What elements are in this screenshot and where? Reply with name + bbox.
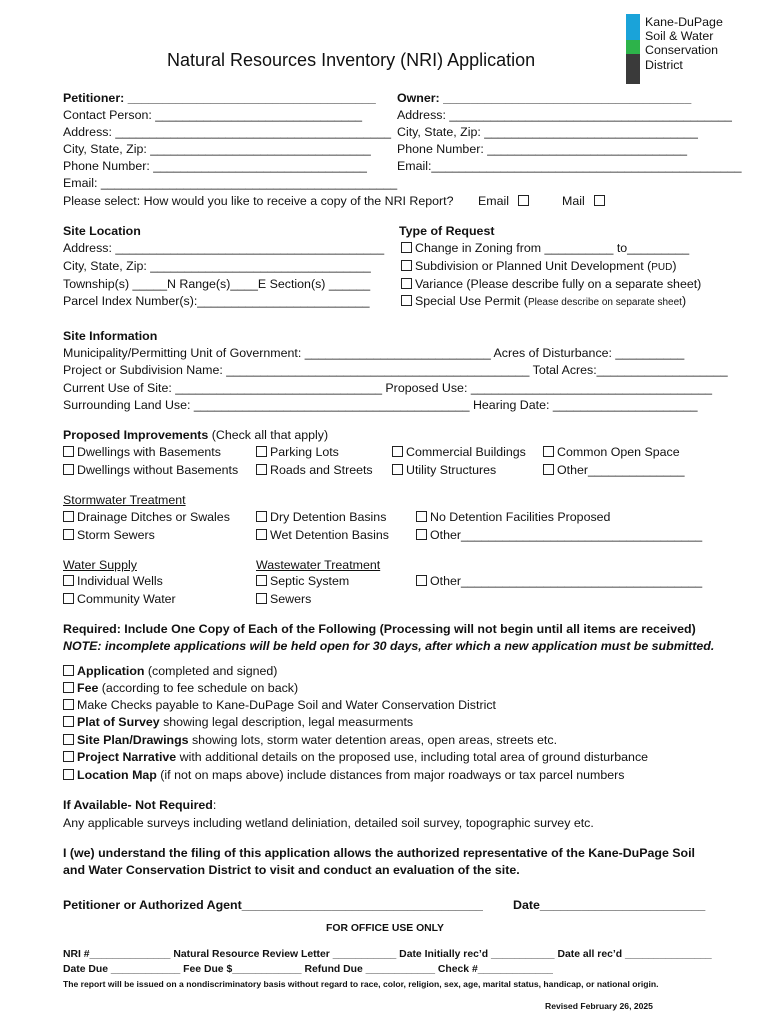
required-item[interactable] [63,732,557,748]
special-use-end: ) [681,294,687,308]
office-use-heading: FOR OFFICE USE ONLY [326,923,444,934]
stormwater-option[interactable] [256,509,386,525]
water-supply-option[interactable] [63,573,163,589]
optional-heading-text: If Available- Not Required [63,798,213,812]
option-label: No Detention Facilities Proposed [430,510,611,524]
phone-field[interactable]: Phone Number: _______________________________ [63,159,367,173]
pud-end: ) [672,259,677,273]
improvement-option[interactable] [392,444,526,460]
checkbox[interactable] [63,699,74,710]
optional-heading [63,797,216,813]
owner-email-field[interactable]: Email:_____________________________________________ [397,159,742,173]
checkbox[interactable] [63,734,74,745]
required-item[interactable] [63,697,496,713]
request-variance[interactable] [401,276,701,292]
option-label: Common Open Space [557,445,680,459]
stormwater-option[interactable] [63,509,230,525]
item-bold: Plat of Survey [77,715,160,729]
optional-text: Any applicable surveys including wetland deliniation, detailed soil survey, topographic survey etc. [63,816,594,830]
checkbox[interactable] [256,446,267,457]
improvement-option[interactable] [63,444,221,460]
checkbox[interactable] [543,464,554,475]
option-label: Individual Wells [77,574,163,588]
checkbox[interactable] [63,446,74,457]
request-type-heading: Type of Request [399,224,495,238]
agent-signature-field[interactable]: Petitioner or Authorized Agent___________________________________ [63,898,483,912]
variance-label: Variance (Please describe fully on a separate sheet) [415,277,702,291]
email-checkbox[interactable] [518,195,529,206]
required-note: NOTE: incomplete applications will be held open for 30 days, after which a new application must be submitted. [63,639,715,653]
item-bold: Location Map [77,768,157,782]
logo-text [645,15,723,72]
stormwater-option[interactable] [256,527,389,543]
option-label: Other___________________________________ [430,528,703,542]
option-label: Dry Detention Basins [270,510,387,524]
petitioner-field[interactable]: Petitioner: ____________________________________ [63,91,376,105]
site-location-heading: Site Location [63,224,141,238]
stormwater-option[interactable] [63,527,155,543]
pud-checkbox[interactable] [401,260,412,271]
request-special-use[interactable] [401,293,686,311]
water-supply-heading: Water Supply [63,558,137,572]
special-use-label: Special Use Permit ( [415,294,528,308]
checkbox[interactable] [63,529,74,540]
zoning-checkbox[interactable] [401,242,412,253]
email-option[interactable] [478,193,532,209]
checkbox[interactable] [416,575,427,586]
checkbox[interactable] [63,511,74,522]
improvement-option[interactable] [392,462,496,478]
wastewater-option[interactable] [256,573,349,589]
option-label: Wet Detention Basins [270,528,389,542]
stormwater-heading: Stormwater Treatment [63,493,186,507]
option-label: Dwellings without Basements [77,463,239,477]
option-label: Commercial Buildings [406,445,526,459]
required-item[interactable] [63,749,648,765]
signature-date-field[interactable]: Date________________________ [513,898,706,912]
checkbox[interactable] [63,665,74,676]
checkbox[interactable] [392,464,403,475]
item-bold: Application [77,664,145,678]
logo-bar-blue [626,14,640,40]
revised-date: Revised February 26, 2025 [545,1001,653,1011]
page-title: Natural Resources Inventory (NRI) Application [167,50,536,70]
stormwater-option[interactable] [416,527,702,543]
logo-line: Conservation [645,43,719,58]
special-use-checkbox[interactable] [401,295,412,306]
pud-label: Subdivision or Planned Unit Development ( [415,259,652,273]
required-item[interactable] [63,663,277,679]
request-pud[interactable] [401,258,677,276]
option-label: Community Water [77,592,176,606]
logo-line: Soil & Water [645,29,714,44]
improvement-option[interactable] [543,444,680,460]
address-field[interactable]: Address: ________________________________________ [63,125,391,139]
improvement-option[interactable] [63,462,238,478]
current-use-field[interactable]: Current Use of Site: ______________________________ Proposed Use: ___________________________________ [63,381,713,395]
wastewater-other-option[interactable] [416,573,702,589]
checkbox[interactable] [256,511,267,522]
option-label: Drainage Ditches or Swales [77,510,230,524]
mail-option-label: Mail [562,194,585,208]
option-label: Dwellings with Basements [77,445,221,459]
checkbox[interactable] [63,575,74,586]
site-info-heading: Site Information [63,329,158,343]
office-row[interactable]: Date Due ____________ Fee Due $____________ Refund Due ____________ Check #_____________ [63,964,553,975]
required-item[interactable] [63,714,413,730]
option-label: Other___________________________________ [430,574,703,588]
checkbox[interactable] [256,593,267,604]
option-label: Other______________ [557,463,685,477]
checkbox[interactable] [256,575,267,586]
item-text: showing lots, storm water detention areas, open areas, streets etc. [188,733,558,747]
township-field[interactable]: Township(s) _____N Range(s)____E Section(s) ______ [63,277,371,291]
email-field[interactable]: Email: ___________________________________________ [63,176,398,190]
owner-city-field[interactable]: City, State, Zip: _______________________________ [397,125,698,139]
required-item[interactable] [63,767,624,783]
variance-checkbox[interactable] [401,278,412,289]
request-zoning[interactable] [401,240,689,256]
checkbox[interactable] [63,464,74,475]
checkbox[interactable] [256,529,267,540]
improvements-heading [63,427,328,443]
checkbox[interactable] [416,529,427,540]
contact-person-field[interactable]: Contact Person: ______________________________ [63,108,363,122]
checkbox[interactable] [63,769,74,780]
checkbox[interactable] [63,682,74,693]
municipality-field[interactable]: Municipality/Permitting Unit of Government: ___________________________ Acres of Disturbance: __________ [63,346,685,360]
improvements-heading-text: Proposed Improvements [63,428,209,442]
logo-line: District [645,57,683,72]
option-label: Parking Lots [270,445,339,459]
owner-field[interactable]: Owner: ____________________________________ [397,91,692,105]
checkbox[interactable] [256,464,267,475]
item-bold: Site Plan/Drawings [77,733,189,747]
item-text: with additional details on the proposed use, including total area of ground disturbance [176,750,649,764]
required-item[interactable] [63,680,298,696]
project-name-field[interactable]: Project or Subdivision Name: ____________________________________________ Total Acres:___________________ [63,363,728,377]
item-text: Make Checks payable to Kane-DuPage Soil and Water Conservation District [77,698,496,712]
site-address-field[interactable]: Address: _______________________________________ [63,241,385,255]
item-text: (if not on maps above) include distances from major roadways or tax parcel numbers [156,768,625,782]
checkbox[interactable] [392,446,403,457]
checkbox[interactable] [416,511,427,522]
consent-line: I (we) understand the filing of this application allows the authorized representative of the Kane-DuPage Soil [63,846,696,860]
logo-bar-green [626,40,640,54]
owner-address-field[interactable]: Address: _________________________________________ [397,108,732,122]
special-use-note: Please describe on separate sheet [527,297,682,308]
stormwater-option[interactable] [416,509,610,525]
surrounding-use-field[interactable]: Surrounding Land Use: ________________________________________ Hearing Date: _____________________ [63,398,698,412]
checkbox[interactable] [63,751,74,762]
item-text: (completed and signed) [144,664,278,678]
office-row[interactable]: NRI #______________ Natural Resource Review Letter ___________ Date Initially rec’d ___________ Date all rec’d _______________ [63,949,712,960]
checkbox[interactable] [63,716,74,727]
wastewater-option[interactable] [256,591,311,607]
item-bold: Project Narrative [77,750,177,764]
email-option-label: Email [478,194,509,208]
city-state-zip-field[interactable]: City, State, Zip: ________________________________ [63,142,371,156]
logo-bar-gray [626,54,640,84]
pud-abbr: PUD [651,262,673,273]
item-text: showing legal description, legal measurments [159,715,414,729]
checkbox[interactable] [543,446,554,457]
copy-prompt: Please select: How would you like to receive a copy of the NRI Report? [63,194,454,208]
improvement-option[interactable] [256,462,373,478]
option-label: Roads and Streets [270,463,373,477]
checkbox[interactable] [63,593,74,604]
item-text: (according to fee schedule on back) [98,681,299,695]
option-label: Utility Structures [406,463,497,477]
required-heading: Required: Include One Copy of Each of the Following (Processing will not begin until all items are received) [63,622,696,636]
site-city-field[interactable]: City, State, Zip: ________________________________ [63,259,371,273]
option-label: Septic System [270,574,350,588]
improvement-option[interactable] [543,462,684,478]
improvements-note: (Check all that apply) [208,428,329,442]
logo-line: Kane-DuPage [645,15,723,29]
item-bold: Fee [77,681,99,695]
wastewater-heading: Wastewater Treatment [256,558,381,572]
parcel-field[interactable]: Parcel Index Number(s):_________________________ [63,294,370,308]
consent-line: and Water Conservation District to visit and conduct an evaluation of the site. [63,863,520,877]
mail-checkbox[interactable] [594,195,605,206]
improvement-option[interactable] [256,444,339,460]
water-supply-option[interactable] [63,591,176,607]
option-label: Sewers [270,592,312,606]
zoning-label: Change in Zoning from __________ to_________ [415,241,690,255]
optional-colon: : [212,798,217,812]
option-label: Storm Sewers [77,528,155,542]
mail-option[interactable] [562,193,608,209]
disclaimer: The report will be issued on a nondiscriminatory basis without regard to race, color, religion, sex, age, marital status, handicap, or national origin. [63,979,659,989]
owner-phone-field[interactable]: Phone Number: _____________________________ [397,142,688,156]
